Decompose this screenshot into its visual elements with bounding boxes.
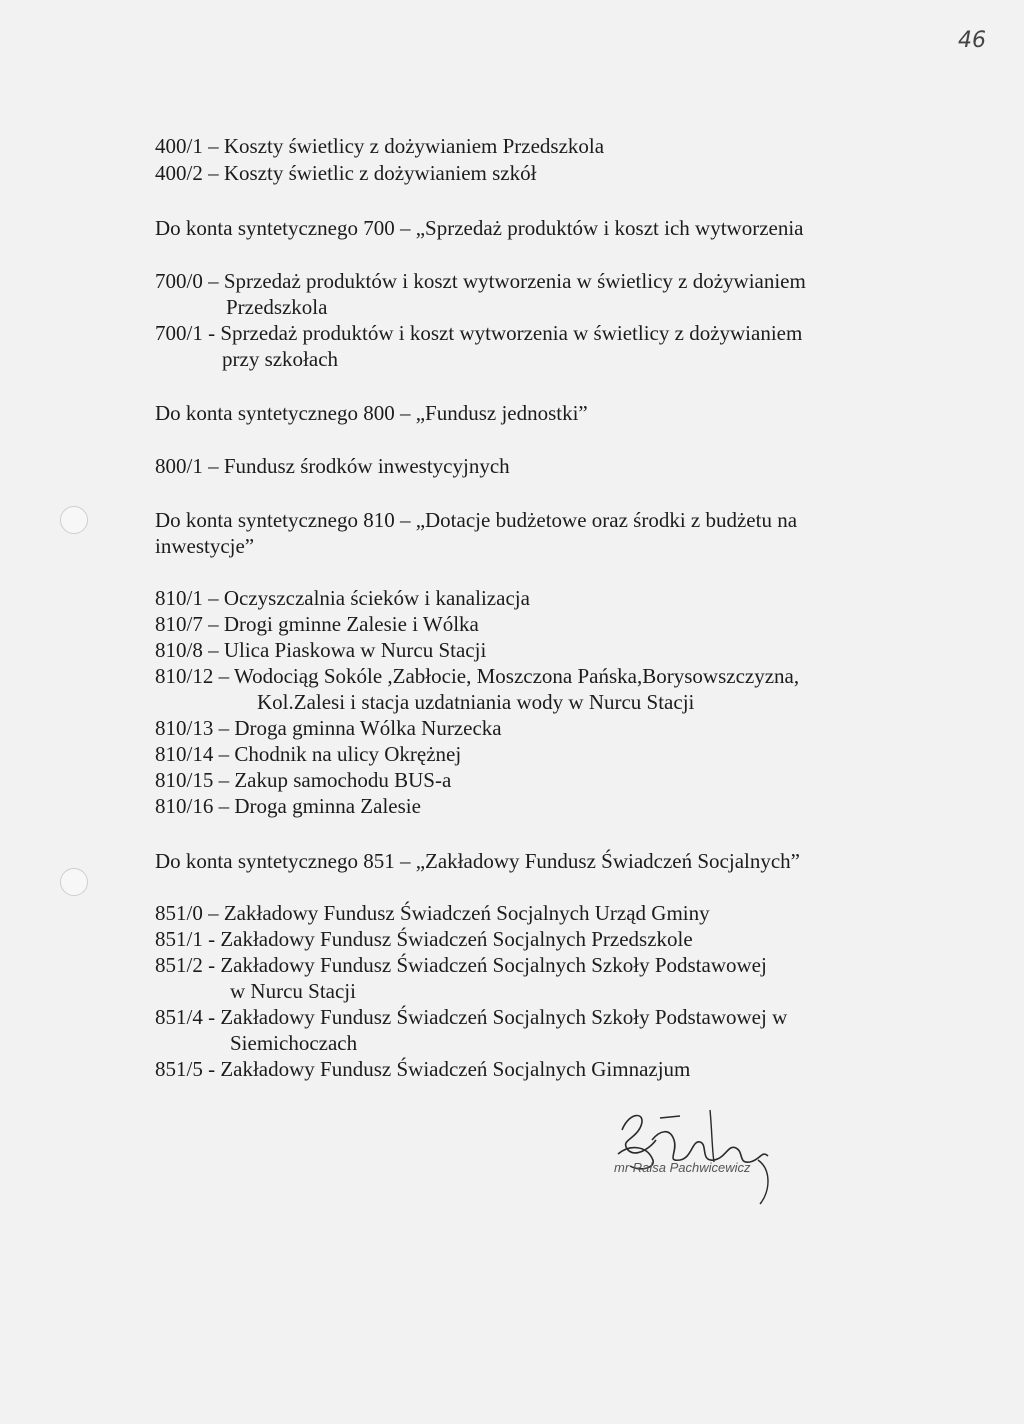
section-heading-continuation: inwestycje”	[155, 534, 255, 558]
account-line: 800/1 – Fundusz środków inwestycyjnych	[155, 454, 510, 478]
account-line: 400/1 – Koszty świetlicy z dożywianiem Przedszkola	[155, 134, 605, 158]
account-line-continuation: Siemichoczach	[230, 1031, 358, 1055]
account-line: 810/13 – Droga gminna Wólka Nurzecka	[155, 716, 502, 740]
section-heading: Do konta syntetycznego 800 – „Fundusz jednostki”	[155, 401, 588, 425]
signature-stamp: mr Raisa Pachwicewicz	[614, 1160, 751, 1175]
account-line: 810/14 – Chodnik na ulicy Okrężnej	[155, 742, 462, 766]
account-line-continuation: przy szkołach	[222, 347, 339, 371]
account-line-continuation: Przedszkola	[226, 295, 328, 319]
punch-hole-bottom	[60, 868, 88, 896]
account-line: 851/1 - Zakładowy Fundusz Świadczeń Socjalnych Przedszkole	[155, 927, 693, 951]
section-heading: Do konta syntetycznego 810 – „Dotacje budżetowe oraz środki z budżetu na	[155, 508, 798, 532]
account-line: 851/5 - Zakładowy Fundusz Świadczeń Socjalnych Gimnazjum	[155, 1057, 691, 1081]
account-line-continuation: w Nurcu Stacji	[230, 979, 356, 1003]
account-line: 851/0 – Zakładowy Fundusz Świadczeń Socjalnych Urząd Gminy	[155, 901, 710, 925]
account-line: 810/12 – Wodociąg Sokóle ,Zabłocie, Moszczona Pańska,Borysowszczyzna,	[155, 664, 800, 688]
account-line: 810/8 – Ulica Piaskowa w Nurcu Stacji	[155, 638, 487, 662]
account-line: 810/16 – Droga gminna Zalesie	[155, 794, 421, 818]
account-line: 810/15 – Zakup samochodu BUS-a	[155, 768, 452, 792]
account-line: 700/1 - Sprzedaż produktów i koszt wytworzenia w świetlicy z dożywianiem	[155, 321, 803, 345]
account-line: 810/7 – Drogi gminne Zalesie i Wólka	[155, 612, 479, 636]
section-heading: Do konta syntetycznego 851 – „Zakładowy Fundusz Świadczeń Socjalnych”	[155, 849, 801, 873]
punch-hole-top	[60, 506, 88, 534]
section-heading: Do konta syntetycznego 700 – „Sprzedaż produktów i koszt ich wytworzenia	[155, 216, 804, 240]
account-line: 700/0 – Sprzedaż produktów i koszt wytworzenia w świetlicy z dożywianiem	[155, 269, 806, 293]
account-line: 400/2 – Koszty świetlic z dożywianiem szkół	[155, 161, 537, 185]
account-line: 851/2 - Zakładowy Fundusz Świadczeń Socjalnych Szkoły Podstawowej	[155, 953, 767, 977]
signature-icon	[600, 1100, 780, 1210]
account-line: 851/4 - Zakładowy Fundusz Świadczeń Socjalnych Szkoły Podstawowej w	[155, 1005, 788, 1029]
account-line-continuation: Kol.Zalesi i stacja uzdatniania wody w Nurcu Stacji	[257, 690, 695, 714]
page-number: 46	[958, 28, 986, 53]
account-line: 810/1 – Oczyszczalnia ścieków i kanalizacja	[155, 586, 530, 610]
